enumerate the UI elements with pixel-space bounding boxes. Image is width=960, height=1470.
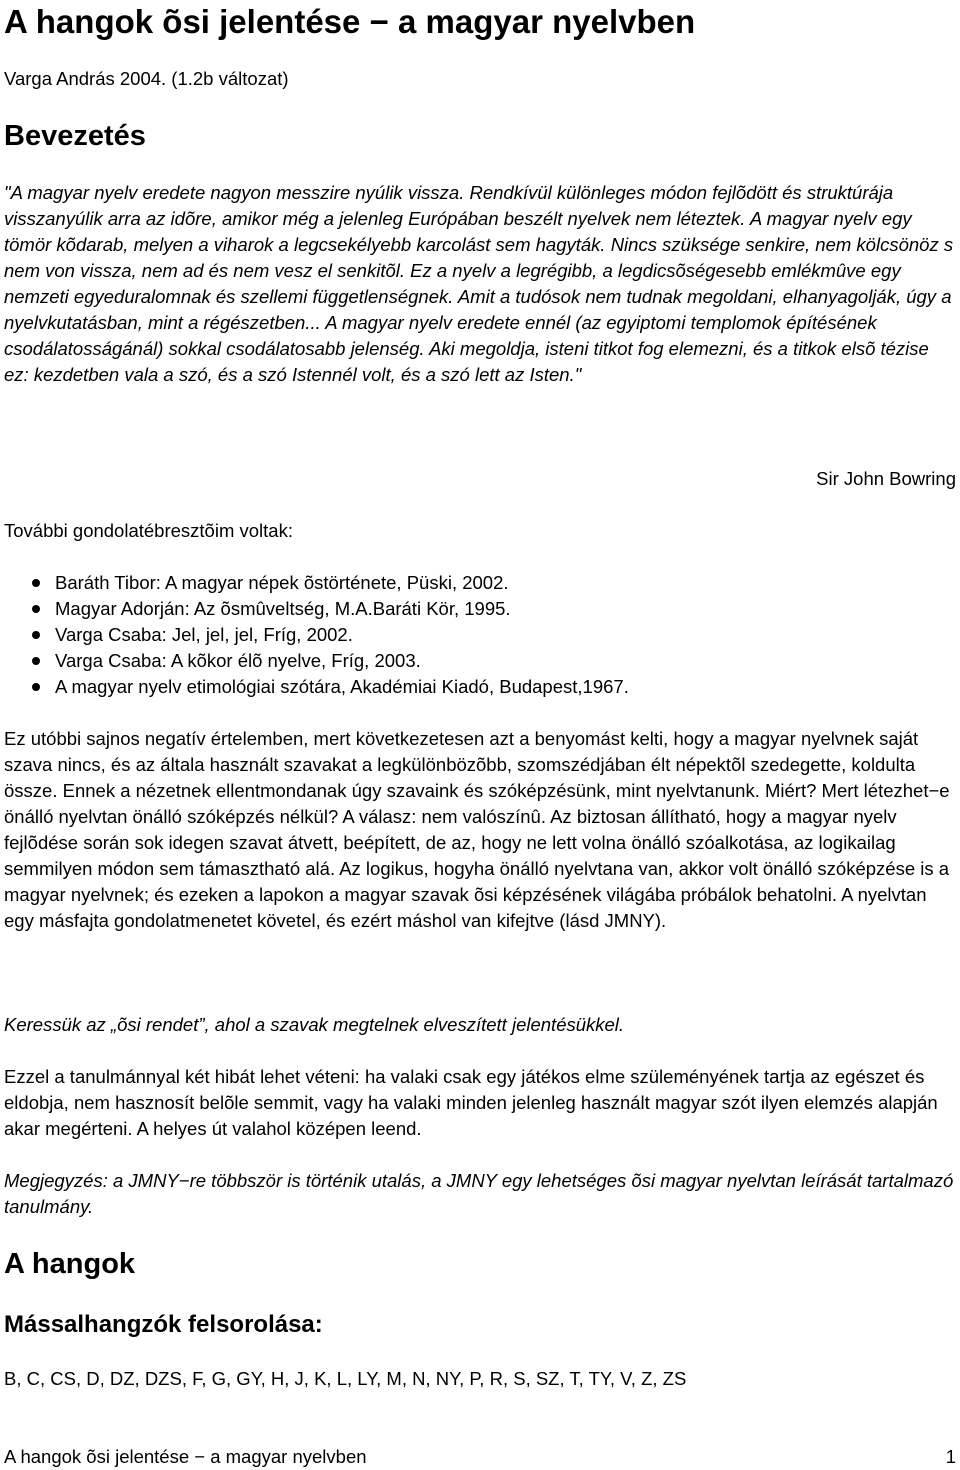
page-number: 1 (945, 1446, 956, 1467)
reference-item: A magyar nyelv etimológiai szótára, Akadémiai Kiadó, Budapest,1967. (28, 674, 629, 700)
reference-list (28, 570, 629, 700)
body-paragraph: Ez utóbbi sajnos negatív értelemben, mert következetesen azt a benyomást kelti, hogy a magyar nyelvnek saját szava nincs, és az általa használt szavakat a legkülönbözõbb, szomszédjában élt népektõl szedegette, koldulta össze. Ennek a nézetnek ellentmondanak úgy szavaink és szóképzésünk, mint nyelvtanunk. Miért? Mert létezhet−e önálló nyelvtan önálló szóképzés nélkül? A válasz: nem valószínû. Az biztosan állítható, hogy a magyar nyelv fejlõdése során sok idegen szavat átvett, beépített, de az, hogy ne lett volna önálló szóalkotása, az logikailag semmilyen módon sem támasztható alá. Az logikus, hogyha önálló nyelvtana van, akkor volt önálló szóképzése is a magyar nyelvnek; és ezeken a lapokon a magyar szavak õsi képzésének világába próbálok behatolni. A nyelvtan egy másfajta gondolatmenetet követel, és ezért máshol van kifejtve (lásd JMNY). (4, 728, 950, 931)
quote-attribution: Sir John Bowring (816, 468, 956, 489)
reference-item: Varga Csaba: A kõkor élõ nyelve, Fríg, 2003. (28, 648, 629, 674)
section-heading-hangok: A hangok (4, 1248, 136, 1280)
note-paragraph: Megjegyzés: a JMNY−re többször is történik utalás, a JMNY egy lehetséges õsi magyar nyelvtan leírását tartalmazó tanulmány. (4, 1170, 954, 1217)
body-paragraph: Ezzel a tanulmánnyal két hibát lehet véteni: ha valaki csak egy játékos elme szüleményének tartja az egészet és eldobja, nem hasznosít belõle semmit, vagy ha valaki minden jelenleg használt magyar szót ilyen elemzés alapján akar megérteni. A helyes út valahol középen leend. (4, 1066, 938, 1139)
references-intro: További gondolatébresztõim voltak: (4, 520, 293, 541)
document-title: A hangok õsi jelentése − a magyar nyelvben (4, 3, 696, 40)
footer-title: A hangok õsi jelentése − a magyar nyelvben (4, 1446, 367, 1467)
reference-item: Baráth Tibor: A magyar népek õstörténete, Püski, 2002. (28, 570, 629, 596)
subsection-heading-consonants: Mássalhangzók felsorolása: (4, 1311, 323, 1338)
italic-statement: Keressük az „õsi rendet”, ahol a szavak megtelnek elveszített jelentésükkel. (4, 1014, 625, 1035)
section-heading-intro: Bevezetés (4, 120, 146, 152)
author-version-line: Varga András 2004. (1.2b változat) (4, 68, 289, 89)
page-footer (4, 1444, 956, 1470)
reference-item: Varga Csaba: Jel, jel, jel, Fríg, 2002. (28, 622, 629, 648)
consonant-list: B, C, CS, D, DZ, DZS, F, G, GY, H, J, K, L, LY, M, N, NY, P, R, S, SZ, T, TY, V, Z, ZS (4, 1368, 687, 1389)
reference-item: Magyar Adorján: Az õsmûveltség, M.A.Baráti Kör, 1995. (28, 596, 629, 622)
bowring-quote: "A magyar nyelv eredete nagyon messzire nyúlik vissza. Rendkívül különleges módon fejlõdött és struktúrája visszanyúlik arra az idõre, amikor még a jelenleg Európában beszélt nyelvek nem léteztek. A magyar nyelv egy tömör kõdarab, melyen a viharok a legcsekélyebb karcolást sem hagyták. Nincs szüksége senkire, nem kölcsönöz s nem von vissza, nem ad és nem vesz el senkitõl. Ez a nyelv a legrégibb, a legdicsõségesebb emlékmûve egy nemzeti egyeduralomnak és szellemi függetlenségnek. Amit a tudósok nem tudnak megoldani, elhanyagolják, úgy a nyelvkutatásban, mint a régészetben... A magyar nyelv eredete ennél (az egyiptomi templomok építésének csodálatosságánál) sokkal csodálatosabb jelenség. Aki megoldja, isteni titkot fog elemezni, és a titkok elsõ tézise ez: kezdetben vala a szó, és a szó Istennél volt, és a szó lett az Isten." (4, 182, 954, 385)
